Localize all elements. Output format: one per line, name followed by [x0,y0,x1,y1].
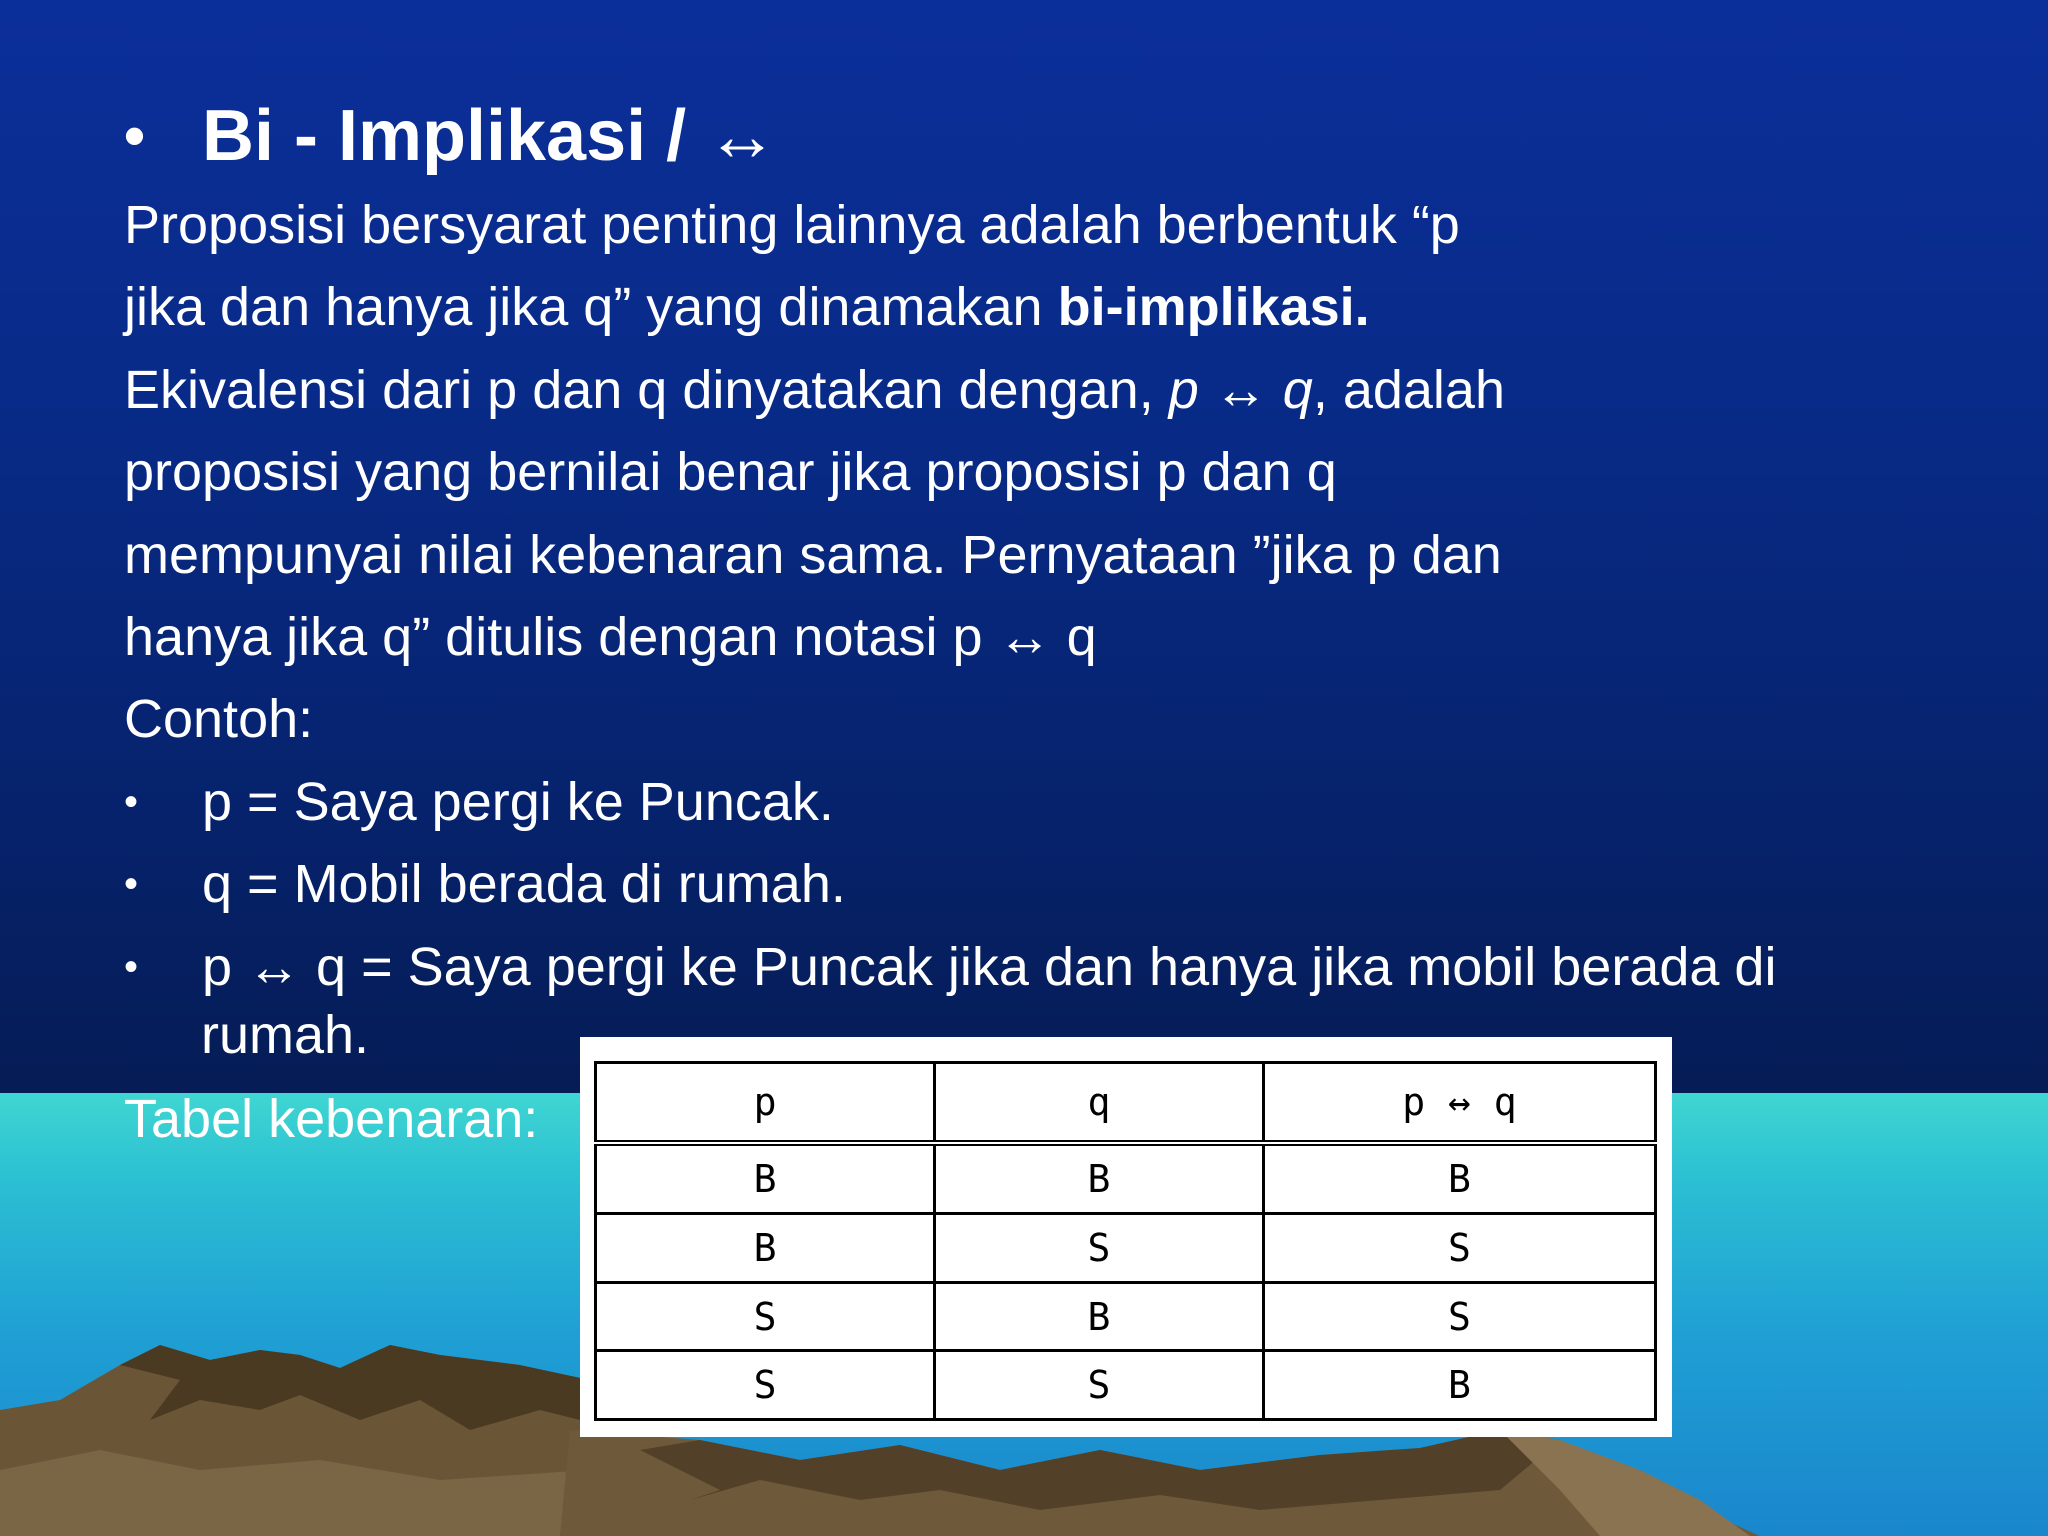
paragraph-line-2 [124,276,1370,338]
example-item-3 [124,936,1776,998]
paragraph-line-3-text: Ekivalensi dari p dan q dinyatakan dengan, [124,360,1169,420]
bullet-icon: • [124,780,139,824]
term-bi-implikasi: bi-implikasi. [1057,277,1370,337]
table-cell: B [1263,1143,1655,1214]
table-cell: B [935,1282,1264,1351]
table-cell: B [596,1214,935,1283]
example-item-2-text: q = Mobil berada di rumah. [202,854,846,914]
example-item-3-continuation: rumah. [201,1005,370,1065]
table-cell: S [935,1351,1264,1420]
table-cell: S [1263,1282,1655,1351]
paragraph-line-4: proposisi yang bernilai benar jika proposisi p dan q [124,442,1337,502]
header-p: p [596,1063,935,1144]
table-row [596,1143,1656,1214]
table-row [596,1214,1656,1283]
heading-text: Bi - Implikasi / ↔ [202,96,779,176]
example-item-1-text: p = Saya pergi ke Puncak. [202,772,834,832]
truth-table [594,1061,1657,1421]
table-cell: B [935,1143,1264,1214]
example-label: Contoh: [124,689,314,749]
table-cell: S [935,1214,1264,1283]
example-item-2 [124,853,846,915]
bullet-icon: • [124,862,139,906]
truth-table-label: Tabel kebenaran: [124,1089,539,1149]
table-header-row [596,1063,1656,1144]
paragraph-line-2-text: jika dan hanya jika q” yang dinamakan [124,277,1058,337]
table-row [596,1351,1656,1420]
paragraph-line-3-tail: , adalah [1312,360,1505,420]
paragraph-line-5: mempunyai nilai kebenaran sama. Pernyataan ”jika p dan [124,525,1502,585]
truth-table-image [580,1037,1672,1437]
example-item-1 [124,771,834,833]
table-cell: B [1263,1351,1655,1420]
table-row [596,1282,1656,1351]
table-cell: B [596,1143,935,1214]
table-cell: S [596,1351,935,1420]
paragraph-line-1: Proposisi bersyarat penting lainnya adalah berbentuk “p [124,195,1460,255]
bullet-icon: • [124,102,146,169]
notation-p-iff-q: p ↔ q [1168,360,1313,420]
slide-heading [124,96,778,176]
table-cell: S [1263,1214,1655,1283]
example-item-3-text: p ↔ q = Saya pergi ke Puncak jika dan hanya jika mobil berada di [202,937,1777,997]
table-cell: S [596,1282,935,1351]
bullet-icon: • [124,945,139,989]
header-q: q [935,1063,1264,1144]
paragraph-line-3 [124,359,1505,421]
paragraph-line-6: hanya jika q” ditulis dengan notasi p ↔ q [124,607,1097,667]
header-p-iff-q: p ↔ q [1263,1063,1655,1144]
